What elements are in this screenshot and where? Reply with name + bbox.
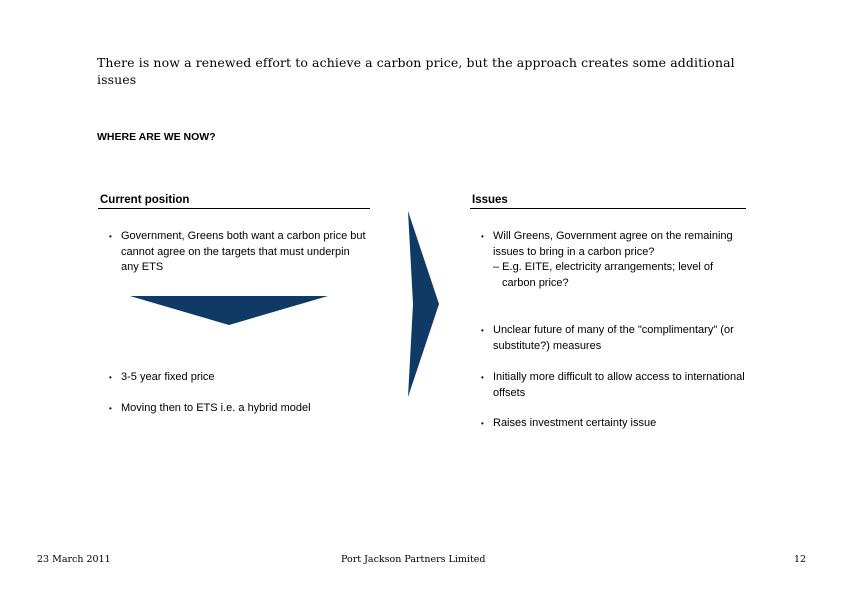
right-bullet-3: • Initially more difficult to allow access to international offsets <box>481 370 746 401</box>
right-bullet-1-text: Will Greens, Government agree on the remaining issues to bring in a carbon price? <box>493 230 733 258</box>
right-bullet-1-sub: – E.g. EITE, electricity arrangements; level of carbon price? <box>493 261 714 289</box>
down-arrow-polygon <box>130 296 328 325</box>
left-bullet-1: • Government, Greens both want a carbon price but cannot agree on the targets that must underpin any ETS <box>109 229 367 276</box>
current-position-header: Current position <box>98 193 370 209</box>
right-bullet-2: • Unclear future of many of the "complimentary" (or substitute?) measures <box>481 323 746 354</box>
page-number: 12 <box>794 554 807 565</box>
down-arrow-shape <box>130 296 328 326</box>
left-bullet-3: • Moving then to ETS i.e. a hybrid model <box>109 401 367 417</box>
chevron-right-shape <box>408 211 440 398</box>
chevron-right-polygon <box>408 211 439 397</box>
right-bullet-1 <box>481 229 746 291</box>
section-heading: WHERE ARE WE NOW? <box>97 131 216 143</box>
left-bullet-2: • 3-5 year fixed price <box>109 370 367 386</box>
footer-date: 23 March 2011 <box>37 554 111 565</box>
footer-company: Port Jackson Partners Limited <box>341 554 486 565</box>
issues-header: Issues <box>470 193 746 209</box>
right-bullet-4: • Raises investment certainty issue <box>481 416 746 432</box>
slide-title: There is now a renewed effort to achieve a carbon price, but the approach creates some additional issues <box>97 55 735 87</box>
